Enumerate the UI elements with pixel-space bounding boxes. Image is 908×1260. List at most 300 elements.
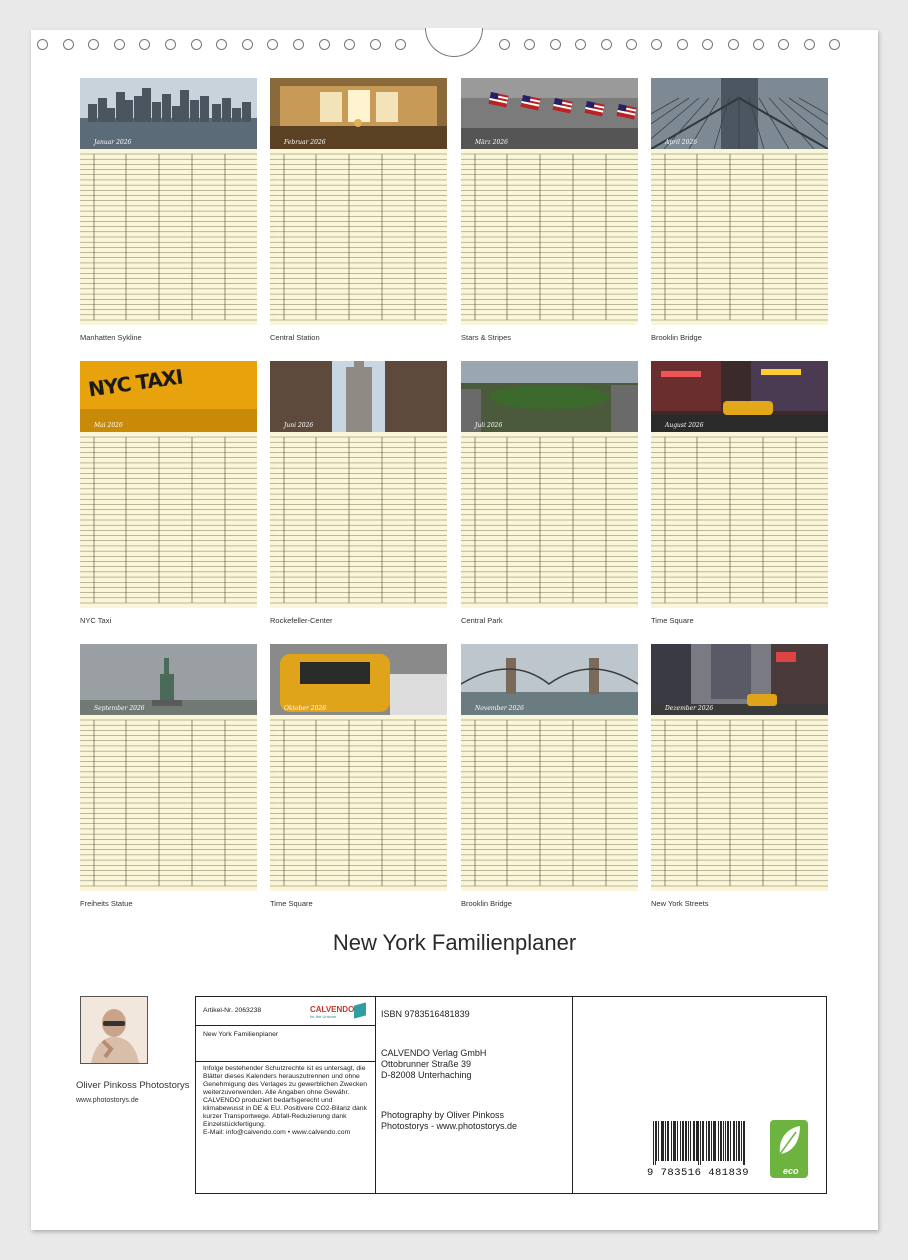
svg-text:·: · [82,202,83,206]
svg-text:·: · [653,568,654,572]
svg-text:·: · [272,552,273,556]
svg-text:·: · [653,311,654,315]
barcode-bar [665,1121,666,1161]
svg-text:·: · [653,877,654,881]
svg-text:·: · [82,155,83,159]
svg-text:·: · [272,840,273,844]
svg-text:·: · [272,563,273,567]
month-card [80,361,257,625]
svg-text:·: · [463,155,464,159]
svg-text:·: · [463,526,464,530]
barcode-bar [702,1121,703,1161]
barcode-bar [727,1121,728,1161]
svg-text:·: · [463,300,464,304]
barcode-bar [741,1121,742,1161]
svg-text:·: · [272,212,273,216]
svg-text:·: · [463,160,464,164]
svg-text:·: · [272,589,273,593]
month-photo [461,644,638,715]
svg-text:·: · [82,233,83,237]
barcode-bar [723,1121,724,1161]
svg-text:·: · [463,254,464,258]
svg-text:·: · [272,877,273,881]
svg-text:·: · [82,490,83,494]
svg-text:·: · [272,511,273,515]
svg-text:·: · [82,583,83,587]
isbn: ISBN 9783516481839 [381,1009,470,1019]
svg-text:·: · [82,316,83,320]
svg-text:·: · [272,490,273,494]
svg-text:·: · [463,568,464,572]
eco-badge [770,1120,808,1178]
photo-caption: Time Square [651,616,694,625]
svg-text:·: · [653,552,654,556]
month-card [270,361,447,625]
svg-text:·: · [82,763,83,767]
svg-text:·: · [82,469,83,473]
svg-text:·: · [463,547,464,551]
imprint-column-right [573,997,825,1193]
svg-text:·: · [463,474,464,478]
svg-text:·: · [463,506,464,510]
svg-text:·: · [463,223,464,227]
svg-text:·: · [463,589,464,593]
author-website: www.photostorys.de [76,1097,139,1104]
svg-text:·: · [463,599,464,603]
svg-text:·: · [653,485,654,489]
svg-text:·: · [653,449,654,453]
photo-caption: Central Station [270,333,320,342]
svg-text:·: · [272,311,273,315]
svg-text:·: · [653,882,654,886]
svg-text:·: · [272,809,273,813]
svg-text:·: · [82,532,83,536]
svg-text:·: · [463,469,464,473]
svg-text:·: · [272,783,273,787]
svg-text:·: · [463,721,464,725]
svg-text:·: · [463,742,464,746]
svg-text:·: · [82,186,83,190]
svg-text:·: · [272,233,273,237]
svg-text:·: · [272,594,273,598]
svg-text:·: · [272,521,273,525]
barcode-bar [700,1121,701,1165]
barcode-icon [653,1121,745,1165]
svg-text:·: · [82,495,83,499]
svg-text:·: · [463,454,464,458]
svg-text:·: · [82,840,83,844]
svg-text:·: · [82,506,83,510]
svg-text:·: · [463,249,464,253]
binding-hole-icon [575,39,586,50]
leaf-icon [770,1120,808,1160]
svg-text:·: · [653,773,654,777]
svg-text:·: · [82,752,83,756]
month-photo [461,361,638,432]
svg-text:·: · [653,506,654,510]
svg-text:·: · [82,846,83,850]
svg-text:·: · [82,438,83,442]
barcode-bar [677,1121,678,1161]
svg-text:·: · [463,490,464,494]
svg-text:·: · [82,825,83,829]
barcode-bar [718,1121,719,1161]
product-name: New York Familienplaner [203,1031,279,1038]
svg-text:·: · [463,438,464,442]
svg-text:·: · [653,290,654,294]
svg-text:·: · [272,856,273,860]
svg-text:·: · [653,778,654,782]
svg-text:·: · [653,861,654,865]
svg-text:·: · [653,809,654,813]
svg-text:·: · [463,191,464,195]
svg-text:·: · [272,737,273,741]
calvendo-logo: CALVENDO [310,1005,355,1014]
svg-text:·: · [82,249,83,253]
binding-hole-icon [242,39,253,50]
svg-text:·: · [272,176,273,180]
svg-text:·: · [463,207,464,211]
planner-grid [270,149,447,325]
svg-text:·: · [653,820,654,824]
month-card [461,361,638,625]
svg-text:·: · [653,474,654,478]
barcode-bar [720,1121,721,1161]
svg-text:·: · [272,861,273,865]
svg-text:·: · [653,742,654,746]
barcode-bar [655,1121,656,1165]
svg-text:·: · [272,259,273,263]
month-label: Mai 2026 [94,422,123,429]
article-row [196,997,375,1026]
svg-text:·: · [463,768,464,772]
barcode-bar [653,1121,654,1165]
svg-text:·: · [653,721,654,725]
barcode-bar [703,1121,704,1161]
legal-notice [203,1065,369,1137]
svg-text:·: · [82,882,83,886]
month-card [461,78,638,342]
barcode-bar [733,1121,734,1161]
svg-text:·: · [82,280,83,284]
svg-text:·: · [82,573,83,577]
month-photo [80,361,257,432]
barcode-bar [693,1121,694,1161]
svg-text:·: · [82,500,83,504]
svg-text:·: · [82,160,83,164]
photo-caption: Time Square [270,899,313,908]
svg-text:·: · [463,882,464,886]
svg-text:·: · [272,573,273,577]
svg-text:·: · [463,752,464,756]
svg-text:·: · [653,599,654,603]
calvendo-tagline: for the Unicorn [310,1014,337,1019]
svg-text:·: · [82,191,83,195]
svg-text:·: · [272,846,273,850]
barcode-bar [663,1121,664,1161]
svg-text:·: · [272,223,273,227]
svg-text:·: · [463,500,464,504]
month-photo [80,78,257,149]
svg-text:·: · [653,557,654,561]
svg-text:·: · [272,254,273,258]
month-card [270,644,447,908]
svg-text:·: · [272,872,273,876]
svg-text:·: · [653,243,654,247]
svg-text:·: · [82,311,83,315]
svg-text:·: · [82,856,83,860]
svg-text:·: · [653,233,654,237]
svg-text:·: · [272,557,273,561]
svg-text:·: · [82,851,83,855]
svg-text:·: · [272,217,273,221]
binding-hole-icon [499,39,510,50]
svg-text:·: · [653,583,654,587]
barcode-bar [708,1121,709,1161]
svg-text:·: · [653,726,654,730]
svg-text:·: · [463,726,464,730]
svg-text:·: · [272,285,273,289]
barcode-bar [715,1121,716,1161]
svg-text:·: · [463,815,464,819]
svg-text:·: · [272,290,273,294]
svg-text:·: · [463,542,464,546]
svg-text:·: · [272,181,273,185]
binding-hole-icon [165,39,176,50]
svg-text:·: · [463,747,464,751]
svg-text:·: · [82,300,83,304]
svg-text:·: · [82,778,83,782]
barcode-bar [690,1121,691,1161]
svg-text:·: · [82,181,83,185]
binding-hole-icon [601,39,612,50]
svg-text:·: · [82,768,83,772]
svg-text:·: · [82,557,83,561]
svg-text:·: · [463,243,464,247]
svg-text:·: · [82,830,83,834]
svg-text:·: · [82,254,83,258]
taxi-sign-text: NYC TAXI [86,364,184,402]
svg-text:·: · [463,872,464,876]
svg-text:·: · [272,207,273,211]
barcode-bar [674,1121,675,1161]
svg-text:·: · [272,757,273,761]
svg-text:·: · [463,269,464,273]
planner-grid [80,432,257,608]
photo-caption: Freiheits Statue [80,899,133,908]
photo-caption: Manhatten Sykline [80,333,142,342]
svg-text:·: · [653,521,654,525]
svg-text:·: · [463,877,464,881]
svg-text:·: · [272,815,273,819]
svg-text:·: · [653,815,654,819]
svg-text:·: · [272,459,273,463]
svg-text:·: · [653,443,654,447]
svg-text:·: · [272,778,273,782]
svg-text:·: · [82,789,83,793]
svg-text:·: · [653,238,654,242]
svg-text:·: · [653,830,654,834]
svg-text:·: · [272,202,273,206]
planner-grid [270,715,447,891]
month-label: August 2026 [665,422,704,429]
svg-text:·: · [653,316,654,320]
month-photo [651,78,828,149]
svg-text:·: · [463,521,464,525]
publisher-address [381,1048,486,1080]
barcode-bar [661,1121,662,1161]
barcode-bar [685,1121,686,1161]
svg-text:·: · [653,295,654,299]
barcode-bar [711,1121,712,1161]
svg-text:·: · [82,274,83,278]
month-photo [270,644,447,715]
svg-text:·: · [653,228,654,232]
svg-text:·: · [272,264,273,268]
svg-text:·: · [82,176,83,180]
svg-text:·: · [463,217,464,221]
svg-text:·: · [653,191,654,195]
svg-text:·: · [463,861,464,865]
binding-hole-icon [267,39,278,50]
svg-text:·: · [463,259,464,263]
month-photo [651,361,828,432]
barcode-bar [662,1121,663,1161]
barcode-bar [736,1121,737,1161]
barcode-bar [713,1121,714,1161]
barcode-bar [728,1121,729,1161]
svg-text:·: · [272,835,273,839]
svg-text:·: · [82,809,83,813]
planner-grid [270,432,447,608]
hanger-icon [425,28,483,57]
barcode-bar [668,1121,669,1161]
binding-hole-icon [88,39,99,50]
barcode-bar [709,1121,710,1161]
svg-text:·: · [82,757,83,761]
planner-grid [461,149,638,325]
svg-text:·: · [82,449,83,453]
svg-text:·: · [653,511,654,515]
svg-text:·: · [463,181,464,185]
svg-text:·: · [463,459,464,463]
svg-text:·: · [653,804,654,808]
barcode-bar [738,1121,739,1161]
svg-text:·: · [463,202,464,206]
barcode-bar [697,1121,698,1161]
svg-text:·: · [463,238,464,242]
svg-text:·: · [463,557,464,561]
svg-text:·: · [463,290,464,294]
svg-text:·: · [653,212,654,216]
svg-text:·: · [272,763,273,767]
svg-text:·: · [653,254,654,258]
svg-text:·: · [82,563,83,567]
address-line-2: Ottobrunner Straße 39 [381,1058,472,1069]
svg-text:·: · [463,789,464,793]
svg-text:·: · [463,794,464,798]
svg-text:·: · [272,830,273,834]
svg-text:·: · [463,212,464,216]
svg-text:·: · [653,176,654,180]
binding-hole-icon [753,39,764,50]
svg-text:·: · [463,763,464,767]
binding-hole-icon [114,39,125,50]
svg-text:·: · [82,443,83,447]
month-photo [270,78,447,149]
barcode-bar [683,1121,684,1161]
svg-text:·: · [653,578,654,582]
photo-caption: Stars & Stripes [461,333,512,342]
svg-text:·: · [82,552,83,556]
month-photo [270,361,447,432]
svg-text:·: · [463,866,464,870]
binding-hole-icon [829,39,840,50]
svg-text:·: · [653,160,654,164]
svg-text:·: · [463,197,464,201]
svg-text:·: · [82,171,83,175]
svg-text:·: · [82,815,83,819]
svg-text:·: · [653,747,654,751]
svg-text:·: · [82,578,83,582]
barcode-bar [714,1121,715,1161]
svg-text:·: · [82,454,83,458]
svg-text:·: · [653,285,654,289]
barcode-bar [694,1121,695,1161]
svg-text:·: · [272,516,273,520]
svg-text:·: · [82,721,83,725]
binding-hole-icon [191,39,202,50]
svg-text:·: · [463,851,464,855]
svg-text:·: · [463,171,464,175]
svg-text:·: · [272,568,273,572]
svg-text:·: · [272,799,273,803]
svg-text:·: · [272,721,273,725]
svg-text:·: · [272,851,273,855]
svg-text:·: · [653,202,654,206]
svg-text:·: · [82,259,83,263]
spiral-binding [31,30,878,70]
binding-hole-icon [370,39,381,50]
svg-text:·: · [272,443,273,447]
svg-text:·: · [272,599,273,603]
month-label: November 2026 [475,705,524,712]
planner-grid [651,432,828,608]
svg-text:·: · [272,726,273,730]
svg-text:·: · [82,306,83,310]
month-label: Januar 2026 [94,139,132,146]
svg-text:·: · [272,474,273,478]
svg-text:·: · [653,300,654,304]
svg-text:·: · [272,228,273,232]
svg-text:·: · [82,212,83,216]
month-label: Juli 2026 [475,422,503,429]
svg-text:·: · [272,794,273,798]
svg-text:·: · [463,449,464,453]
address-line-1: CALVENDO Verlag GmbH [381,1048,487,1058]
calendar-page [31,30,878,1230]
binding-hole-icon [702,39,713,50]
svg-text:·: · [82,228,83,232]
svg-text:·: · [272,295,273,299]
svg-text:·: · [463,464,464,468]
planner-grid [461,432,638,608]
svg-text:·: · [463,166,464,170]
barcode-bar [680,1121,681,1161]
svg-text:·: · [272,155,273,159]
svg-text:·: · [653,166,654,170]
svg-text:·: · [463,778,464,782]
